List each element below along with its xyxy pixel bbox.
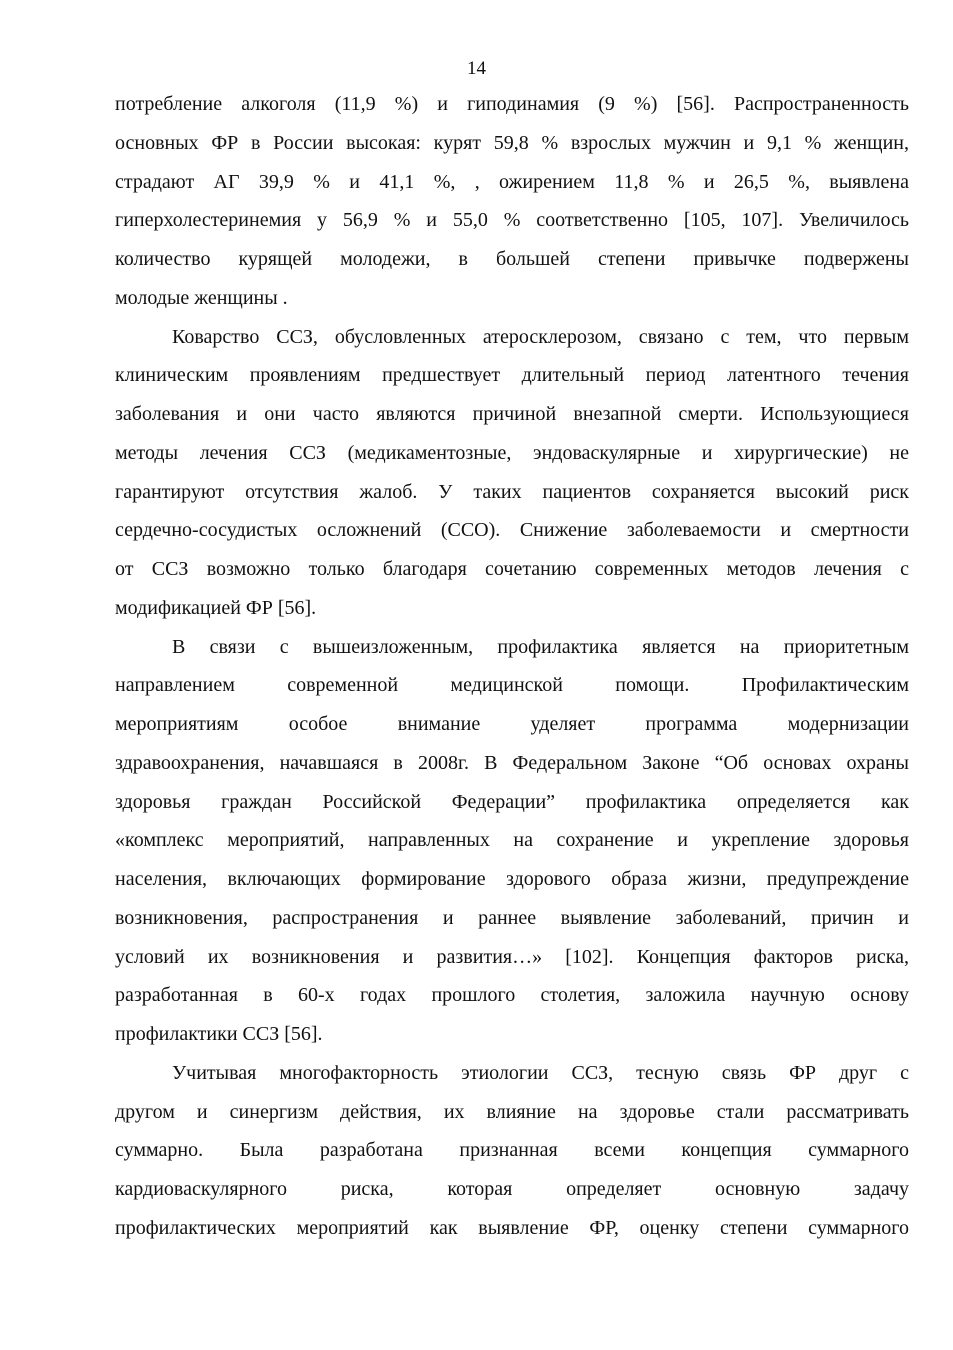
text-line: модификацией ФР [56]. xyxy=(115,596,317,619)
text-line: здоровья граждан Российской Федерации” профилактика определяется как xyxy=(115,790,909,813)
text-line: гарантируют отсутствия жалоб. У таких пациентов сохраняется высокий риск xyxy=(115,480,909,503)
text-line: сердечно-сосудистых осложнений (ССО). Снижение заболеваемости и смертности xyxy=(115,519,909,542)
text-line: основных ФР в России высокая: курят 59,8 % взрослых мужчин и 9,1 % женщин, xyxy=(115,131,909,154)
text-line: клиническим проявлениям предшествует длительный период латентного течения xyxy=(115,364,909,387)
text-line: условий их возникновения и развития…» [102]. Концепция факторов риска, xyxy=(115,945,909,968)
text-line: мероприятиям особое внимание уделяет программа модернизации xyxy=(115,713,909,735)
text-line: от ССЗ возможно только благодаря сочетанию современных методов лечения с xyxy=(115,558,909,580)
text-line: методы лечения ССЗ (медикаментозные, эндоваскулярные и хирургические) не xyxy=(115,441,909,464)
text-line: здравоохранения, начавшаяся в 2008г. В Федеральном Законе “Об основах охраны xyxy=(115,751,909,774)
text-line: кардиоваскулярного риска, которая определяет основную задачу xyxy=(115,1178,909,1200)
text-line: населения, включающих формирование здорового образа жизни, предупреждение xyxy=(115,868,909,890)
text-line: гиперхолестеринемия у 56,9 % и 55,0 % соответственно [105, 107]. Увеличилось xyxy=(115,209,909,232)
text-line: суммарно. Была разработана признанная всеми концепция суммарного xyxy=(115,1139,909,1162)
text-line: заболевания и они часто являются причиной внезапной смерти. Использующиеся xyxy=(115,403,909,425)
text-line: другом и синергизм действия, их влияние на здоровье стали рассматривать xyxy=(115,1100,909,1123)
page-number: 14 xyxy=(467,58,486,79)
text-line: направлением современной медицинской помощи. Профилактическим xyxy=(115,674,909,697)
text-line: профилактики ССЗ [56]. xyxy=(115,1023,323,1045)
text-line: Учитывая многофакторность этиологии ССЗ, тесную связь ФР друг с xyxy=(172,1061,909,1084)
text-line: «комплекс мероприятий, направленных на сохранение и укрепление здоровья xyxy=(115,829,909,852)
text-line: молодые женщины . xyxy=(115,286,288,309)
text-line: количество курящей молодежи, в большей степени привычке подвержены xyxy=(115,248,909,270)
text-line: профилактических мероприятий как выявление ФР, оценку степени суммарного xyxy=(115,1216,909,1239)
text-line: возникновения, распространения и раннее выявление заболеваний, причин и xyxy=(115,906,909,929)
body-text xyxy=(115,85,909,1248)
text-line: потребление алкоголя (11,9 %) и гиподинамия (9 %) [56]. Распространенность xyxy=(115,93,909,115)
text-line: разработанная в 60-х годах прошлого столетия, заложила научную основу xyxy=(115,984,909,1007)
text-line: Коварство ССЗ, обусловленных атеросклерозом, связано с тем, что первым xyxy=(172,325,909,348)
text-line: В связи с вышеизложенным, профилактика является на приоритетным xyxy=(172,635,909,658)
text-line: страдают АГ 39,9 % и 41,1 %, , ожирением 11,8 % и 26,5 %, выявлена xyxy=(115,170,909,193)
